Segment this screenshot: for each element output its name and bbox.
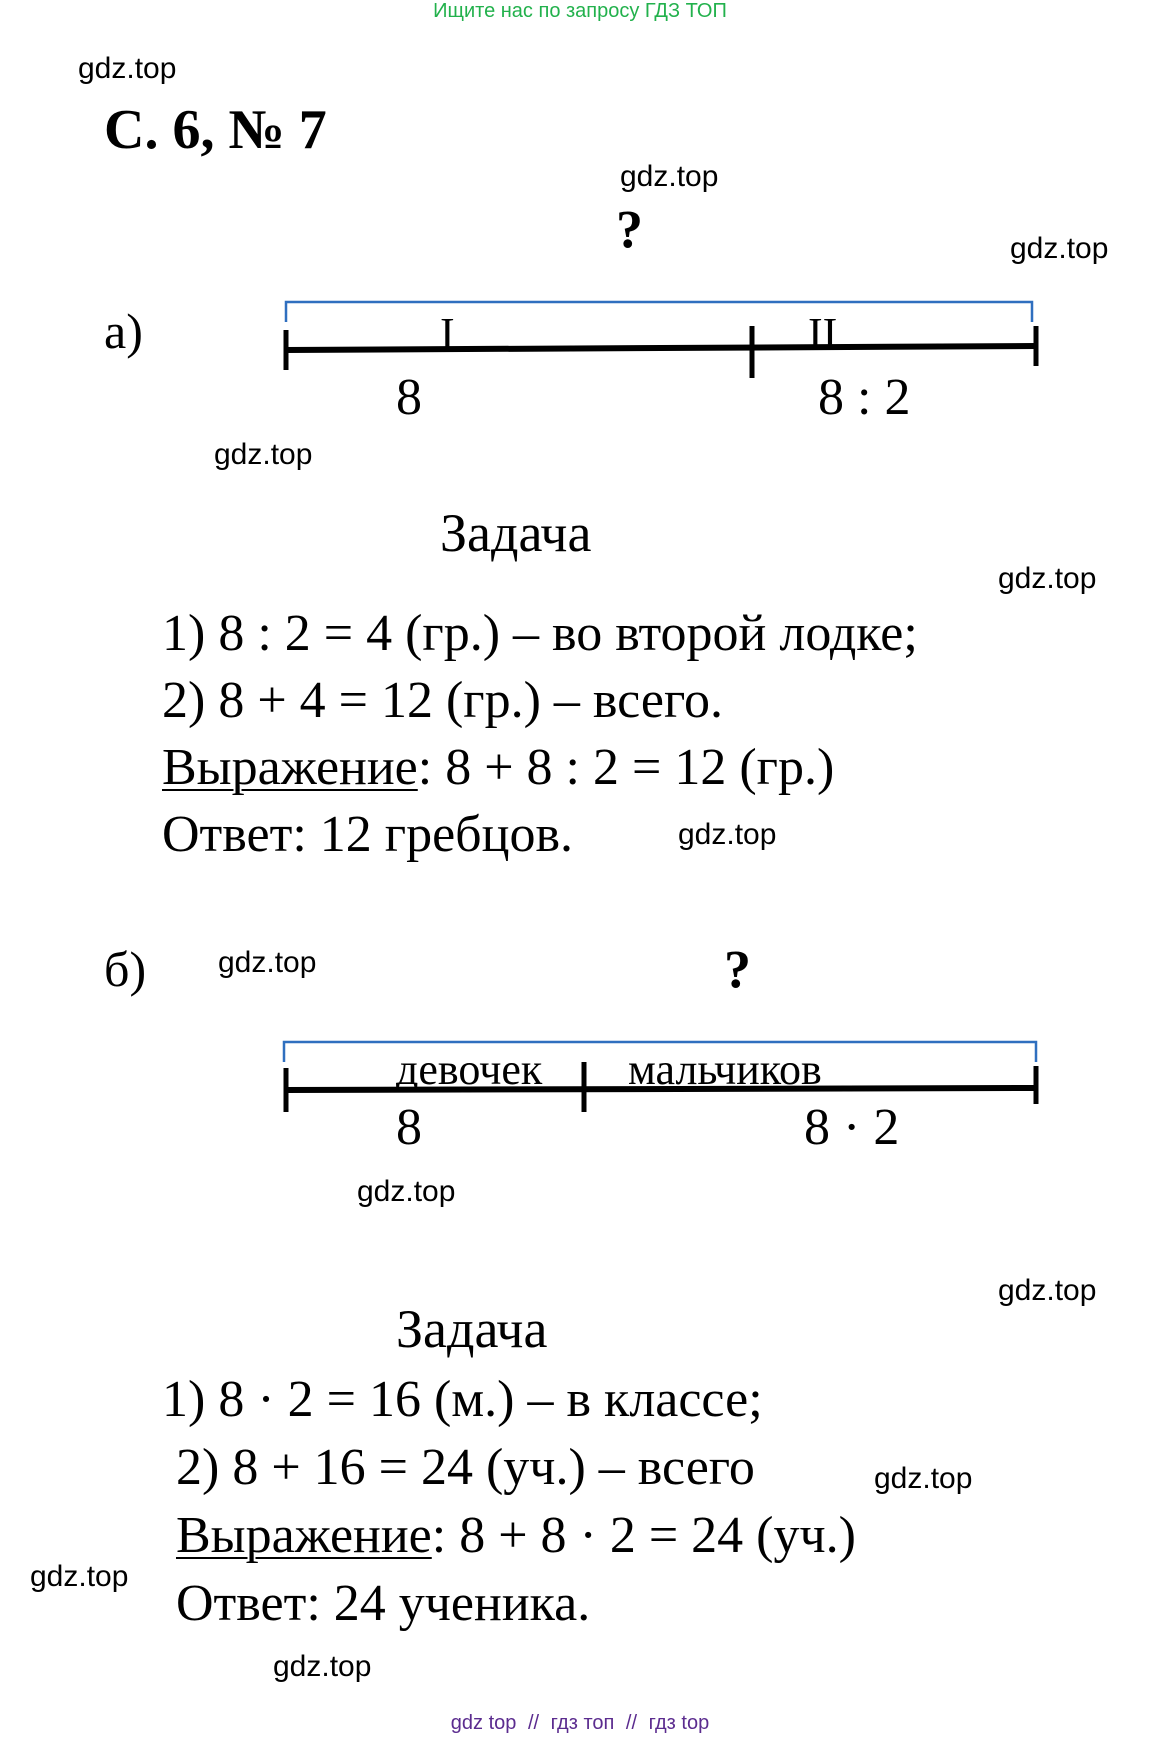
footer-separator: //: [527, 1712, 540, 1734]
watermark: gdz.top: [357, 1175, 456, 1208]
answer-b: Ответ: 24 ученика.: [176, 1575, 591, 1632]
expression-value-a: : 8 + 8 : 2 = 12 (гр.): [417, 739, 835, 796]
segment-label-a1: I: [440, 309, 455, 358]
answer-a: Ответ: 12 гребцов.: [162, 806, 574, 863]
watermark: gdz.top: [218, 946, 317, 979]
part-b-label: б): [104, 941, 147, 997]
step1-b: 1) 8 · 2 = 16 (м.) – в классе;: [162, 1371, 763, 1428]
segment-label-a2: II: [808, 309, 838, 358]
segment-label-b1: девочек: [396, 1045, 543, 1094]
expression-value-b: : 8 + 8 · 2 = 24 (уч.): [431, 1507, 856, 1564]
watermark: gdz.top: [874, 1462, 973, 1495]
expression-b: [176, 1506, 856, 1565]
watermark: gdz.top: [214, 438, 313, 471]
task-heading-b: Задача: [396, 1299, 548, 1359]
watermark: gdz.top: [273, 1650, 372, 1683]
watermark: gdz.top: [998, 562, 1097, 595]
step1-a: 1) 8 : 2 = 4 (гр.) – во второй лодке;: [162, 605, 918, 662]
brace-a: [286, 302, 1032, 322]
footer-link-1[interactable]: gdz top: [450, 1712, 517, 1734]
watermark: gdz.top: [998, 1274, 1097, 1307]
question-mark-a: ?: [616, 199, 643, 259]
watermark: gdz.top: [30, 1560, 129, 1593]
expression-label-b: Выражение: [176, 1507, 432, 1564]
footer-links: [0, 1712, 1160, 1735]
value-a2: 8 : 2: [818, 369, 911, 426]
step2-b: 2) 8 + 16 = 24 (уч.) – всего: [176, 1439, 755, 1496]
watermark: gdz.top: [678, 818, 777, 851]
expression-label-a: Выражение: [162, 739, 418, 796]
watermark: gdz.top: [620, 160, 719, 193]
watermark: gdz.top: [1010, 232, 1109, 265]
part-a-label: а): [104, 303, 143, 359]
watermark: gdz.top: [78, 52, 177, 85]
page-title: С. 6, № 7: [104, 99, 327, 161]
segment-label-b2: мальчиков: [628, 1045, 822, 1094]
value-a1: 8: [396, 369, 422, 426]
footer-separator: //: [625, 1712, 638, 1734]
footer-link-3[interactable]: гдз top: [648, 1712, 710, 1734]
search-banner: Ищите нас по запросу ГДЗ ТОП: [433, 0, 727, 22]
segment-line-a: [286, 346, 1036, 350]
question-mark-b: ?: [724, 939, 751, 999]
footer-link-2[interactable]: гдз топ: [550, 1712, 615, 1734]
task-heading-a: Задача: [440, 503, 592, 563]
step2-a: 2) 8 + 4 = 12 (гр.) – всего.: [162, 672, 724, 729]
value-b2: 8 · 2: [804, 1099, 900, 1156]
value-b1: 8: [396, 1099, 422, 1156]
expression-a: [162, 738, 834, 797]
